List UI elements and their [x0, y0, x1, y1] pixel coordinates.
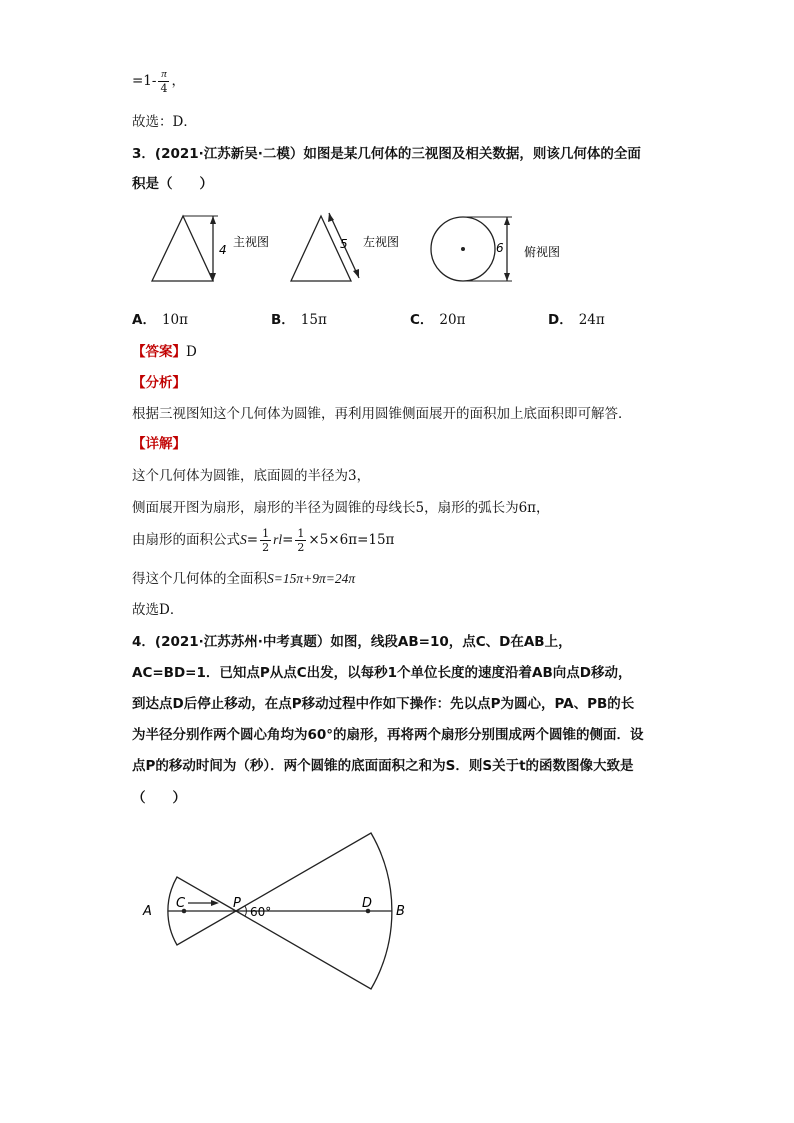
label-d: D: [362, 896, 373, 911]
arrow-down-icon: [353, 269, 359, 278]
front-view-label: 主视图: [233, 235, 270, 249]
pi-over-four-fraction: [158, 68, 169, 95]
label-angle: 60°: [250, 905, 272, 919]
area-formula-line: [132, 527, 394, 554]
top-diameter-value: 6: [496, 241, 504, 255]
q4-sector-figure: [0, 815, 794, 1015]
q3-stem-line2: 积是（ ）: [132, 176, 213, 192]
q4-line3: 到达点D后停止移动，在点P移动过程中作如下操作：先以点P为圆心，PA、PB的长: [132, 696, 635, 712]
detail-line2: 侧面展开图为扇形，扇形的半径为圆锥的母线长5，扇形的弧长为6π，: [132, 500, 550, 516]
formula-mid: ×5×6π=15π: [308, 532, 395, 548]
side-view-label: 左视图: [363, 235, 400, 249]
front-height-value: 4: [219, 243, 227, 257]
front-view-triangle: [152, 216, 213, 281]
option-a[interactable]: A． 10π: [132, 312, 189, 328]
label-c: C: [176, 896, 186, 911]
top-view-center-dot: [461, 247, 465, 251]
side-slant-value: 5: [340, 237, 348, 251]
q4-line6: （ ）: [132, 790, 186, 806]
detail-line1: 这个几何体为圆锥，底面圆的半径为3，: [132, 468, 371, 484]
answer-value: D: [186, 344, 197, 360]
half-fraction: $\frac{1}{2}$: [297, 527, 305, 554]
option-d[interactable]: D． 24π: [548, 312, 605, 328]
q4-line1: 4．(2021·江苏苏州·中考真题）如图，线段AB=10，点C、D在AB上，: [132, 634, 572, 650]
label-a: A: [143, 904, 152, 919]
prev-result-prefix: =1-: [132, 73, 157, 89]
arrow-down-icon: [504, 273, 510, 281]
fraction-denominator: 4: [160, 82, 168, 95]
total-lead: 得这个几何体的全面积: [132, 571, 267, 587]
label-b: B: [396, 904, 405, 919]
formula-rl: rl: [273, 532, 283, 547]
prev-result-line: [132, 68, 185, 95]
formula-s: S: [240, 532, 247, 547]
fraction-numerator: π: [158, 68, 169, 82]
top-view-label: 俯视图: [524, 245, 561, 259]
q3-three-view-figure: [0, 205, 794, 305]
prev-result-suffix: ，: [171, 73, 185, 89]
total-area-line: [132, 567, 355, 587]
option-b[interactable]: B． 15π: [271, 312, 327, 328]
analysis-text: 根据三视图知这个几何体为圆锥，再利用圆锥侧面展开的面积加上底面积即可解答．: [132, 406, 632, 422]
q3-choice: 故选D．: [132, 602, 184, 618]
arrow-up-icon: [210, 216, 216, 224]
half-fraction: $\frac{1}{2}$: [262, 527, 270, 554]
answer-row: [132, 340, 197, 360]
total-expr: S=15π+9π=24π: [267, 571, 356, 586]
option-c[interactable]: C． 20π: [410, 312, 466, 328]
arrow-up-icon: [504, 217, 510, 225]
answer-tag: 【答案】: [132, 344, 186, 360]
q3-stem-line1: 3．(2021·江苏新吴·二模）如图是某几何体的三视图及相关数据，则该几何体的全面: [132, 146, 641, 162]
formula-lead: 由扇形的面积公式: [132, 532, 240, 548]
q4-line5: 点P的移动时间为（秒）．两个圆锥的底面面积之和为S．则S关于t的函数图像大致是: [132, 758, 634, 774]
label-p: P: [233, 896, 241, 911]
analysis-tag: 【分析】: [132, 375, 186, 391]
formula-eq: =: [246, 532, 259, 548]
prev-choice: 故选：D．: [132, 114, 197, 130]
q4-line2: AC=BD=1．已知点P从点C出发，以每秒1个单位长度的速度沿着AB向点D移动，: [132, 665, 632, 681]
formula-eq-2: =: [282, 532, 294, 548]
detail-tag: 【详解】: [132, 436, 186, 452]
q4-line4: 为半径分别作两个圆心角均为60°的扇形，再将两个扇形分别围成两个圆锥的侧面．设: [132, 727, 644, 743]
